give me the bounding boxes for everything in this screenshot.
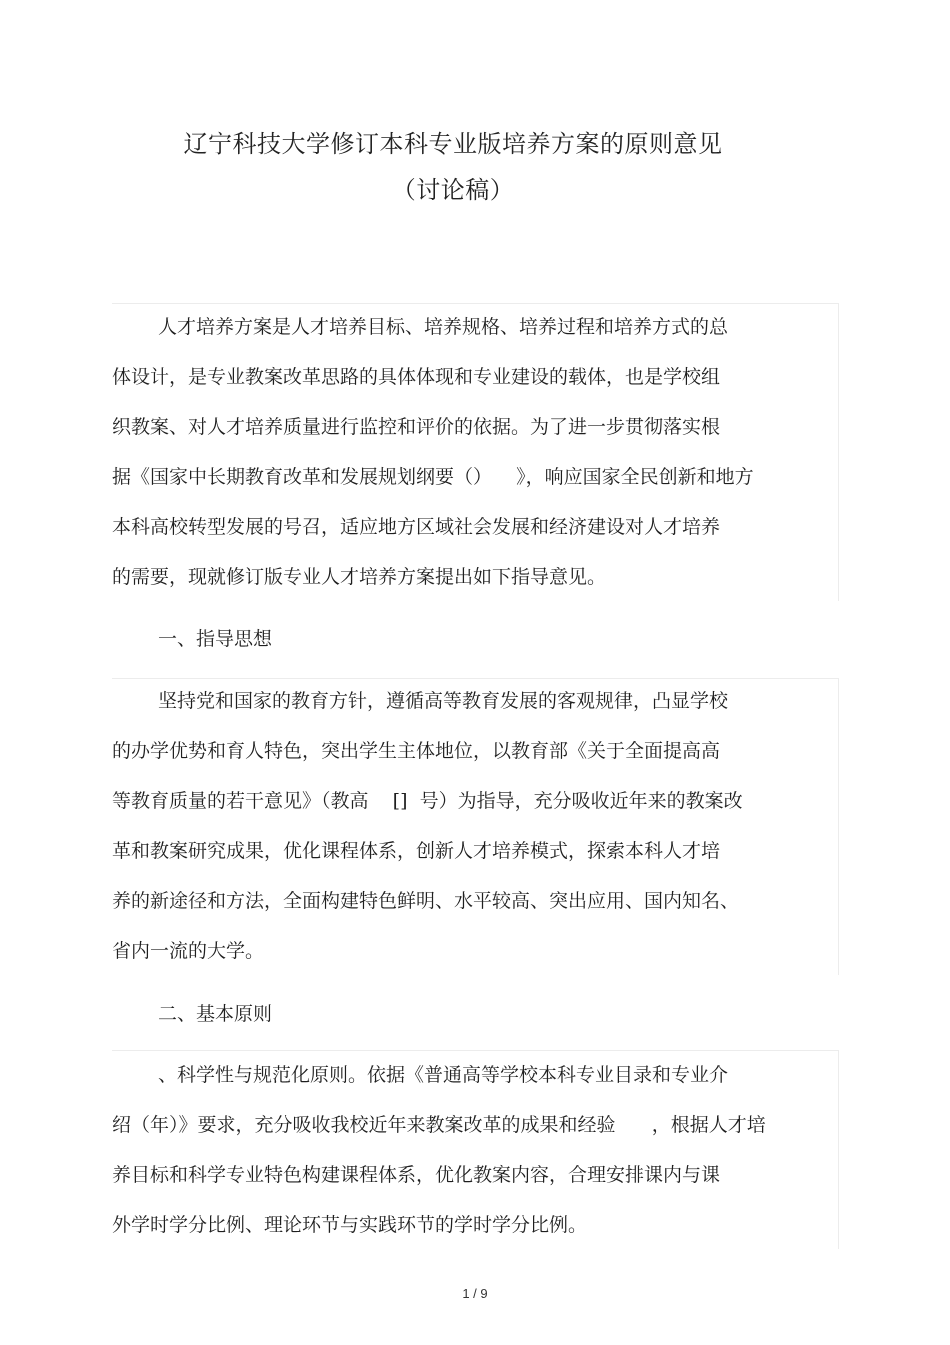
paragraph-line: 革和教案研究成果，优化课程体系，创新人才培养模式，探索本科人才培 bbox=[112, 840, 721, 862]
paragraph-line: 的需要，现就修订版专业人才培养方案提出如下指导意见。 bbox=[112, 566, 607, 588]
intro-frame bbox=[112, 303, 839, 601]
paragraph-line: 等教育质量的若干意见》（教高 [] 号）为指导，充分吸收近年来的教案改 bbox=[112, 790, 743, 812]
paragraph-line: 养目标和科学专业特色构建课程体系，优化教案内容，合理安排课内与课 bbox=[112, 1164, 721, 1186]
paragraph-line: 体设计，是专业教案改革思路的具体体现和专业建设的载体，也是学校组 bbox=[112, 366, 721, 388]
paragraph-line: 养的新途径和方法，全面构建特色鲜明、水平较高、突出应用、国内知名、 bbox=[112, 890, 740, 912]
section1-frame bbox=[112, 678, 839, 975]
paragraph-line: 据《国家中长期教育改革和发展规划纲要（） 》，响应国家全民创新和地方 bbox=[112, 466, 754, 488]
section-heading: 一、指导思想 bbox=[158, 628, 273, 650]
document-title: 辽宁科技大学修订本科专业版培养方案的原则意见 bbox=[183, 130, 723, 158]
paragraph-line: 本科高校转型发展的号召，适应地方区域社会发展和经济建设对人才培养 bbox=[112, 516, 721, 538]
section-heading: 二、基本原则 bbox=[158, 1003, 273, 1025]
document-subtitle: （讨论稿） bbox=[391, 176, 515, 204]
paragraph-line: 织教案、对人才培养质量进行监控和评价的依据。为了进一步贯彻落实根 bbox=[112, 416, 721, 438]
paragraph-line: 人才培养方案是人才培养目标、培养规格、培养过程和培养方式的总 bbox=[158, 316, 729, 338]
paragraph-line: 的办学优势和育人特色，突出学生主体地位，以教育部《关于全面提高高 bbox=[112, 740, 721, 762]
page-number: 1 / 9 bbox=[462, 1286, 488, 1301]
paragraph-line: 省内一流的大学。 bbox=[112, 940, 265, 962]
paragraph-line: 、科学性与规范化原则。依据《普通高等学校本科专业目录和专业介 bbox=[158, 1064, 729, 1086]
paragraph-line: 坚持党和国家的教育方针，遵循高等教育发展的客观规律，凸显学校 bbox=[158, 690, 729, 712]
paragraph-line: 外学时学分比例、理论环节与实践环节的学时学分比例。 bbox=[112, 1214, 588, 1236]
paragraph-line: 绍（年）》要求，充分吸收我校近年来教案改革的成果和经验 ，根据人才培 bbox=[112, 1114, 766, 1136]
